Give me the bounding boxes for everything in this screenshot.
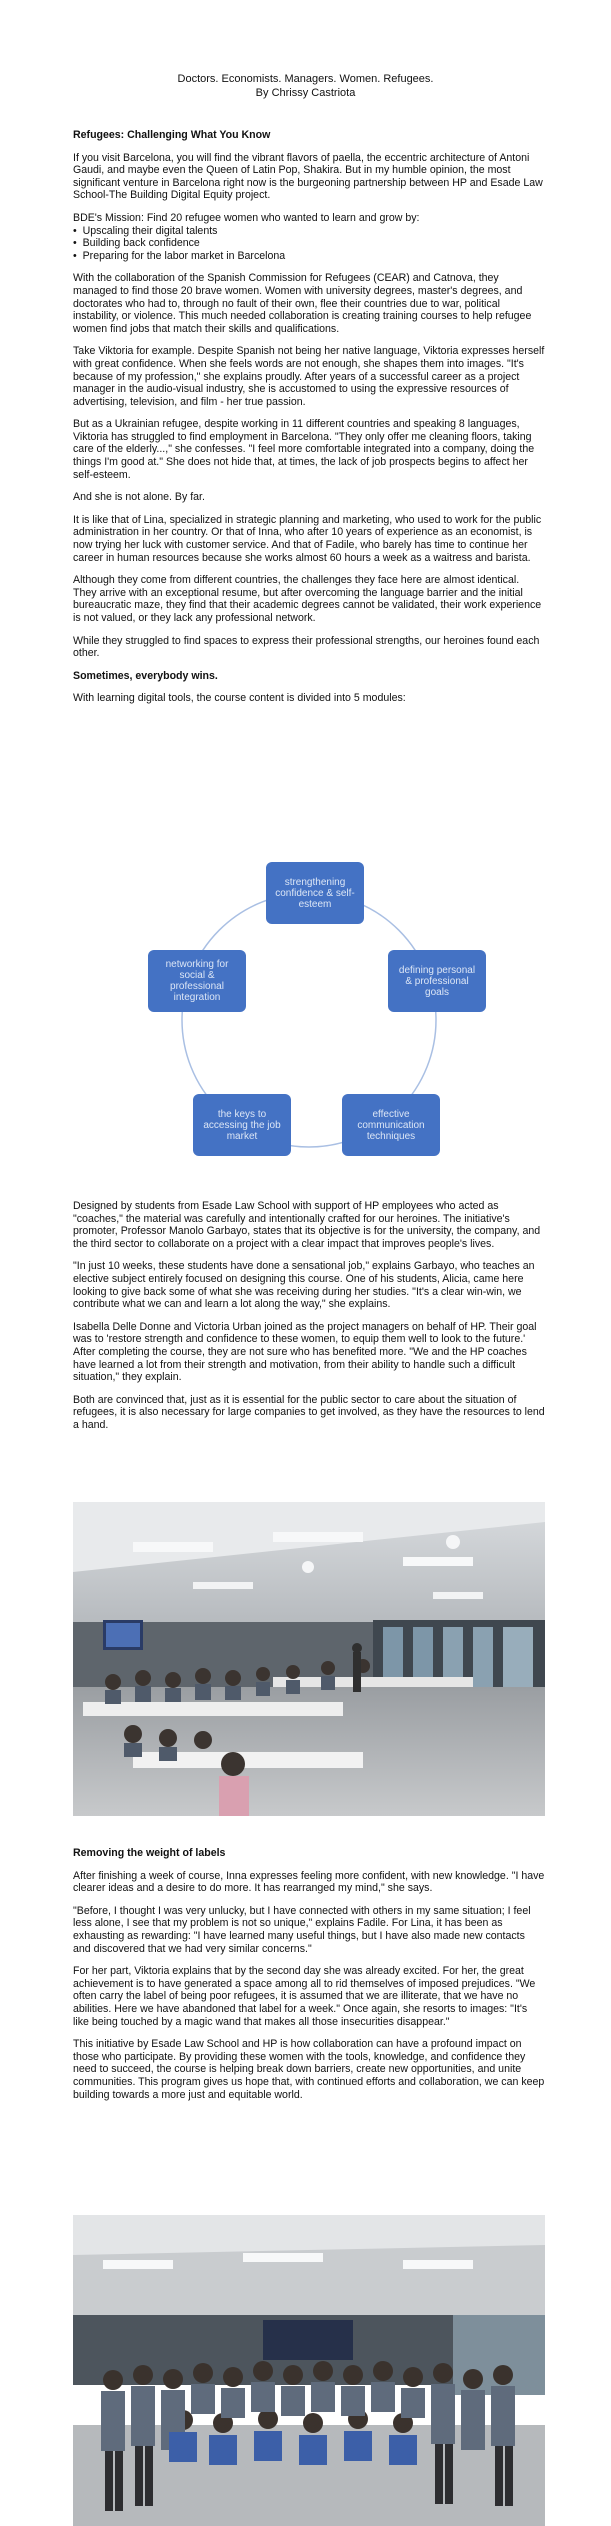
paragraph: Take Viktoria for example. Despite Spanish not being her native language, Viktoria expresses herself with great confidence. When she feels words are not enough, she shapes them into images. "It's because of my profession," she explains proudly. After years of a successful career as a project manager in the audio-visual industry, she is accustomed to using the expressive resources of advertising, television, and film - her true passion.	[73, 345, 545, 408]
list-item: • Building back confidence	[73, 237, 545, 250]
paragraph: And she is not alone. By far.	[73, 491, 205, 504]
module-box: strengthening confidence & self-esteem	[266, 862, 364, 924]
paragraph: While they struggled to find spaces to express their professional strengths, our heroines found each other.	[73, 634, 540, 660]
section-heading: Sometimes, everybody wins.	[73, 669, 218, 682]
paragraph: "In just 10 weeks, these students have done a sensational job," explains Garbayo, who teaches an elective subject entirely focused on designing this course. One of his students, Alicia, came here looking to give back some of what she was receiving during her studies. "It's a clear win-win, we contribute what we can and learn a lot along the way," she explains.	[73, 1260, 535, 1311]
paragraph: If you visit Barcelona, you will find the vibrant flavors of paella, the eccentric architecture of Antoni Gaudi, and maybe even the Queen of Latin Pop, Shakira. But in my humble opinion, the most significant venture in Barcelona right now is the burgeoning partnership between HP and Esade Law School-The Building Digital Equity project.	[73, 151, 543, 202]
article-byline: By Chrissy Castriota	[255, 87, 356, 99]
classroom-photo	[73, 1502, 545, 1816]
mission-list	[73, 225, 545, 263]
section-removing-labels	[73, 1847, 545, 2111]
paragraph: For her part, Viktoria explains that by the second day she was already excited. For her, the great achievement is to have generated a space among all to rid themselves of imposed prejudices. "We often carry the label of being poor refugees, it is assumed that we are illiterate, that we have no abilities. Here we have abandoned that label for a week." Once again, she resorts to images: "It's like being touched by a magic wand that makes all those insecurities disappear."	[73, 1965, 536, 2028]
paragraph: "Before, I thought I was very unlucky, but I have connected with others in my same situation; I feel less alone, I see that my problem is not so unique," explains Fadile. For Lina, it has been as exhausting as rewarding: "I have learned many useful things, but I have also made new contacts and discovered that we had very similar concerns."	[73, 1904, 531, 1955]
paragraph: Designed by students from Esade Law School with support of HP employees who acted as "coaches," the material was carefully and intentionally crafted for our heroines. The initiative's promoter, Professor Manolo Garbayo, states that its objective is for the university, the company, and the third sector to collaborate on a project with a clear impact that improves people's lives.	[73, 1200, 541, 1250]
paragraph: Both are convinced that, just as it is essential for the public sector to care about the situation of refugees, it is also necessary for large companies to get involved, as they have the resources to lend a hand.	[73, 1393, 545, 1431]
module-box: defining personal & professional goals	[388, 950, 486, 1012]
group-image	[73, 2215, 545, 2526]
group-photo	[73, 2215, 545, 2526]
list-item: • Upscaling their digital talents	[73, 225, 545, 238]
module-box: networking for social & professional integration	[148, 950, 246, 1012]
paragraph: This initiative by Esade Law School and HP is how collaboration can have a profound impact on those who participate. By providing these women with the tools, knowledge, and confidence they need to succeed, the course is helping break down barriers, create new opportunities, and unite communities. This program gives us hope that, with continued efforts and collaboration, we can keep building towards a more just and equitable world.	[73, 2038, 545, 2101]
paragraph: Isabella Delle Donne and Victoria Urban joined as the project managers on behalf of HP. Their goal was to 'restore strength and confidence to these women, to equip them well to look to the future.' After completing the course, they are not sure who has benefited more. "We and the HP coaches have learned a lot from their strength and motivation, from their ability to handle such a difficult situation," they explain.	[73, 1320, 537, 1384]
paragraph: It is like that of Lina, specialized in strategic planning and marketing, who used to work for the public administration in her country. Or that of Inna, who after 10 years of experience as an economist, is now trying her luck with customer service. And that of Fadile, who barely has time to continue her career in human resources because she works almost 60 hours a week as a waitress and barista.	[73, 513, 542, 564]
list-item: • Preparing for the labor market in Barcelona	[73, 250, 545, 263]
section-everybody-wins	[73, 1200, 545, 1442]
paragraph: After finishing a week of course, Inna expresses feeling more confident, with new knowledge. "I have clearer ideas and a desire to do more. It has rearranged my mind," she says.	[73, 1869, 545, 1895]
modules-diagram	[73, 852, 545, 1162]
mission-block	[73, 212, 545, 262]
module-box: effective communication techniques	[342, 1094, 440, 1156]
paragraph: Although they come from different countries, the challenges they face here are almost identical. They arrive with an exceptional resume, but after overcoming the language barrier and the initial bureaucratic maze, they find that their academic degrees cannot be validated, their work experience is not valued, or they lack any professional network.	[73, 574, 542, 624]
article-header	[0, 72, 611, 100]
paragraph: With learning digital tools, the course content is divided into 5 modules:	[73, 692, 406, 705]
module-box: the keys to accessing the job market	[193, 1094, 291, 1156]
mission-text: BDE's Mission: Find 20 refugee women who wanted to learn and grow by:	[73, 211, 420, 224]
classroom-image	[73, 1502, 545, 1816]
section-refugees	[73, 129, 545, 715]
section-heading: Refugees: Challenging What You Know	[73, 129, 271, 141]
paragraph: With the collaboration of the Spanish Commission for Refugees (CEAR) and Catnova, they managed to find those 20 brave women. Women with university degrees, master's degrees, and doctorates who had to, through no fault of their own, flee their countries due to war, political instability, or violence. This much needed collaboration is creating training courses to help refugee women find jobs that match their skills and qualifications.	[73, 272, 532, 335]
section-heading: Removing the weight of labels	[73, 1847, 226, 1859]
article-title: Doctors. Economists. Managers. Women. Refugees.	[177, 73, 434, 85]
paragraph: But as a Ukrainian refugee, despite working in 11 different countries and speaking 8 languages, Viktoria has struggled to find employment in Barcelona. "They only offer me cleaning floors, taking care of the elderly...," she confesses. "I feel more comfortable integrated into a company, doing the things I'm good at." She does not hide that, at times, the lack of job prospects begins to affect her self-esteem.	[73, 418, 535, 481]
